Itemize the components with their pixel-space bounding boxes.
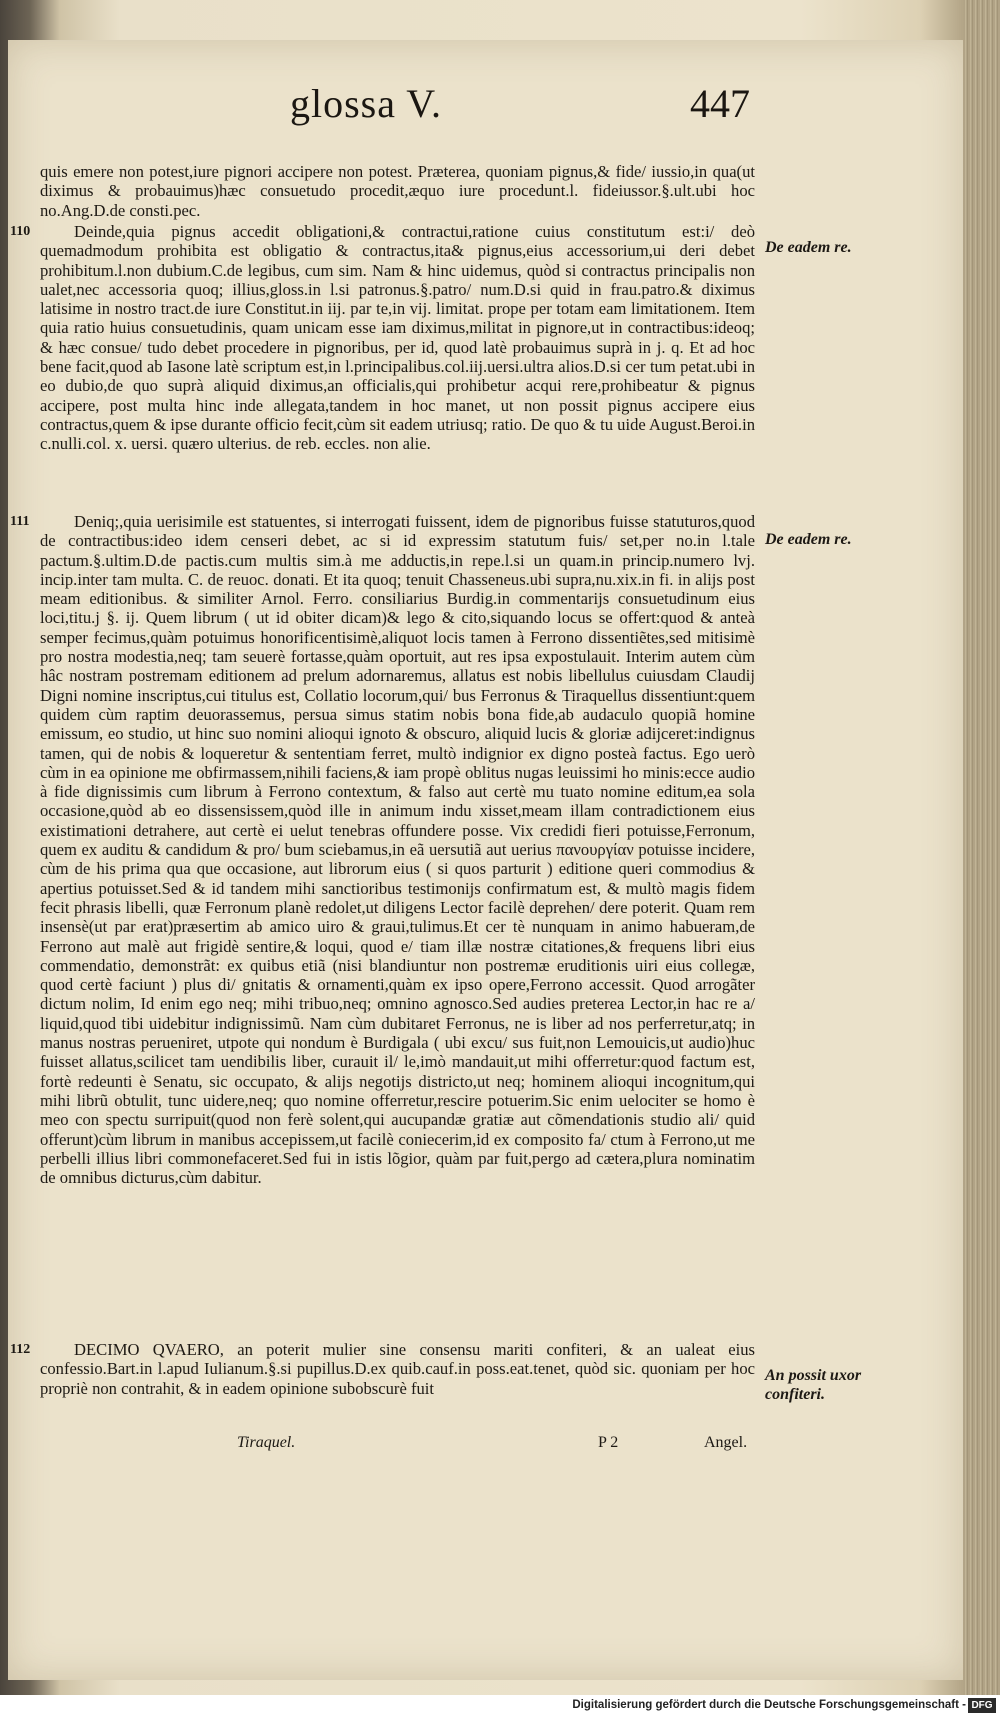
page-header	[290, 80, 750, 140]
digitization-credit: Digitalisierung gefördert durch die Deutsche Forschungsgemeinschaft -	[572, 1699, 966, 1711]
paragraph-number: 111	[10, 514, 30, 529]
paragraph-intro	[40, 162, 755, 222]
margin-note: De eadem re.	[765, 239, 852, 256]
paragraph-number: 110	[10, 224, 31, 239]
paragraph-112	[10, 1340, 755, 1398]
main-text	[10, 162, 755, 1398]
catchword: Angel.	[704, 1434, 748, 1451]
page-number: 447	[690, 81, 750, 126]
margin-note: An possit uxor confiteri.	[765, 1367, 862, 1403]
paragraph-111	[10, 512, 755, 1340]
credit-bar	[0, 1695, 1000, 1718]
paragraph-110	[10, 222, 755, 512]
paragraph-text: Deinde,quia pignus accedit obligationi,& contractui,ratione cuius constitutum est:i/ deò quemadmodum prohibita est obligatio & contractus,ita& pignus,eius accessorium,ui deri debet prohibitum.l.non dubium.C.de legibus, cum sim. Nam & hinc uidemus, quòd si contractus principalis non ualet,nec accessoria quoq; illius,gloss.in l.si patronus.§.patro/ num.D.si quid in frau.patro.& diximus latisime in nostro tract.de iure Constitut.in iij. par te,in vij. limitat. prope per totam eam limitationem. Item quia ratio huius consuetudinis, quam unicam esse iam diximus,militat in pignore,ut in contractibus:ideoq; & hæc consue/ tudo debet procedere in pignoribus, per id, quod latè probauimus suprà in j. q. Et ad hoc bene facit,quod ab Iasone latè scriptum est,in l.principalibus.col.iij.uersi.ultra alios.D.si cer tum petat.ubi in eo dubio,de quo suprà aliquid diximus,an officialis,qui prohibetur acqui rere,prohibeatur & pignus accipere, post multa hinc inde allegata,tandem in hoc manet, ut non possit pignus accipere eius contractus,quem & ipse durante officio fecit,cùm sit eadem utriusq; ratio. De quo & tu uide August.Beroi.in c.nulli.col. x. uersi. quæro ulterius. de reb. eccles. non alie.	[40, 222, 755, 454]
running-name: Tiraquel.	[237, 1434, 296, 1451]
signature-mark: P 2	[598, 1434, 619, 1451]
paragraph-number: 112	[10, 1342, 31, 1357]
paragraph-text: DECIMO QVAERO, an poterit mulier sine consensu mariti confiteri, & an ualeat eius confessio.Bart.in l.apud Iulianum.§.si pupillus.D.ex quib.cauf.in poss.eat.tenet, quòd sic. quoniam per hoc propriè non contrahit, & in eadem opinione subobscurè fuit	[40, 1340, 755, 1398]
dfg-logo-icon: DFG	[968, 1698, 996, 1713]
page-edge	[964, 0, 1000, 1695]
paragraph-text: Deniq;,quia uerisimile est statuentes, si interrogati fuissent, idem de pignoribus fuisse statuturos,quod de contractibus:ideo idem censeri debet, ac si id expressim statutum fuis/ set,per no.in l.tale pactum.§.ultim.D.de pactis.cum multis sim.à me adductis,in repe.l.si un quam.in princip.numero lvj. incip.inter tam multa. C. de reuoc. donati. Et ita quoq; tenuit Chasseneus.ubi supra,nu.xix.in fi. in alijs post meam editionibus. & similiter Arnol. Ferro. consiliarius Burdig.in commentarijs consuetudinum eius loci,titu.j §. ij. Quem librum ( ut id obiter dicam)& lego & cito,siquando locus se offert:quod & anteà semper fecimus,quàm potuimus honorificentisimè,aliquot locis tamen à Ferrono dissentiẽtes,sed mitisimè pro nostra modestia,neq; tam seuerè fortasse,quàm oportuit, aut res ipsa expostulauit. Interim autem cùm hâc nostram postremam editionem ad prelum adornaremus, allatus est nobis libellulus cuiusdam Claudij Digni nomine inscriptus,cui titulus est, Collatio locorum,qui/ bus Ferronus & Tiraquellus dissentiunt:quem quidem cùm raptim deuorassemus, persua simus statim nobis bona fide,ab audaculo quopiã homine emissum, eo studio, ut hinc suo nomini alioqui ignoto & obscuro, aliquid lucis & gloriæ adijceret:indignus tamen, qui de nobis & loqueretur & sententiam ferret, multò indignior ex digno posteà factus. Ego uerò cùm in ea opinione me obfirmassem,nihili faciens,& iam propè oblitus nugas leuissimi ho minis:ecce audio à fide dignissimis cum librum à Ferrono contextum, & falso aut certè mu tuato nomine editum,ea sola occasione,quòd ab eo dissensissem,quòd ille in animum indu xisset,meam illam contradictionem eius existimationi detrahere, aut certè ei uelut tenebras offundere posse. Vix credidi fieri potuisse,Ferronum, quem ex auditu & candidum & pro/ bum sciebamus,in eã uersutiã aut uerius πανουργίαν potuisse incidere, cùm de his prima qua que occasione, aut librorum eius ( si quos parturit ) editione queri commodius & apertius potuisset.Sed & id tandem mihi sanctioribus testimonijs confirmatum est, & multò magis fidem fecit phrasis libelli, quæ Ferronum planè redolet,ut diligens Lector facilè deprehen/ dere poterit. Quam rem insensè(ut par erat)præsertim ab amico uiro & graui,tulimus.Et cer tè nunquam in animo habueram,de Ferrono aut malè aut frigidè sentire,& loqui, quod e/ tiam illæ nostræ citationes,& frequens libri eius commendatio, demonstrãt: ex quibus etiã (nisi blandiuntur non postremæ eruditionis uiri eius collegæ, quod certè faciunt ) plus di/ gnitatis & ornamenti,quàm ex ipso opere,Ferrono accessit. Quod arrogãter dictum nolim, Id enim ego neq; mihi tribuo,neq; omnino agnosco.Sed audies preterea Lector,in hac re a/ liquid,quod tibi uidebitur indignissimũ. Nam cùm dubitaret Ferronus, ne is liber ad nos perferretur,atq; in manus nostras perueniret, utpote qui nondum è Burdigala ( ubi excu/ sus fuit,non Lemouicis,ut audio)huc fuisset allatus,scilicet tam uendibilis liber, curauit il/ le,imò mandauit,ut mihi offerretur:quod factum est, fortè redeunti è Senatu, sic occupato, & alijs negotijs districto,ut neq; hominem alioqui incognitum,qui mihi librũ obtulit, tunc uidere,neq; quo nomine offerretur,rescire potuerim.Sic enim uelociter se homo è meo con spectu surripuit(quod non ferè solent,qui aucupandæ gratiæ aut cõmendationis studio ali/ quid offerunt)cùm librum in manibus accepissem,ut facilè coniecerim,id ex composito fa/ ctum à Ferrono,ut me perbelli illius libri commonefaceret.Sed fui in istis lõgior, quàm par fuit,pergo ad cætera,plura nominatim de omnibus dicturus,cùm dabitur.	[40, 512, 755, 1188]
paragraph-text: quis emere non potest,iure pignori accipere non potest. Præterea, quoniam pignus,& fide/ iussio,in qua(ut diximus & probauimus)hæc consuetudo procedit,æquo iure procedunt.l. fideiussor.§.ult.ubi hoc no.Ang.D.de consti.pec.	[40, 162, 755, 220]
running-title: glossa V.	[290, 81, 443, 126]
margin-note: De eadem re.	[765, 531, 852, 548]
